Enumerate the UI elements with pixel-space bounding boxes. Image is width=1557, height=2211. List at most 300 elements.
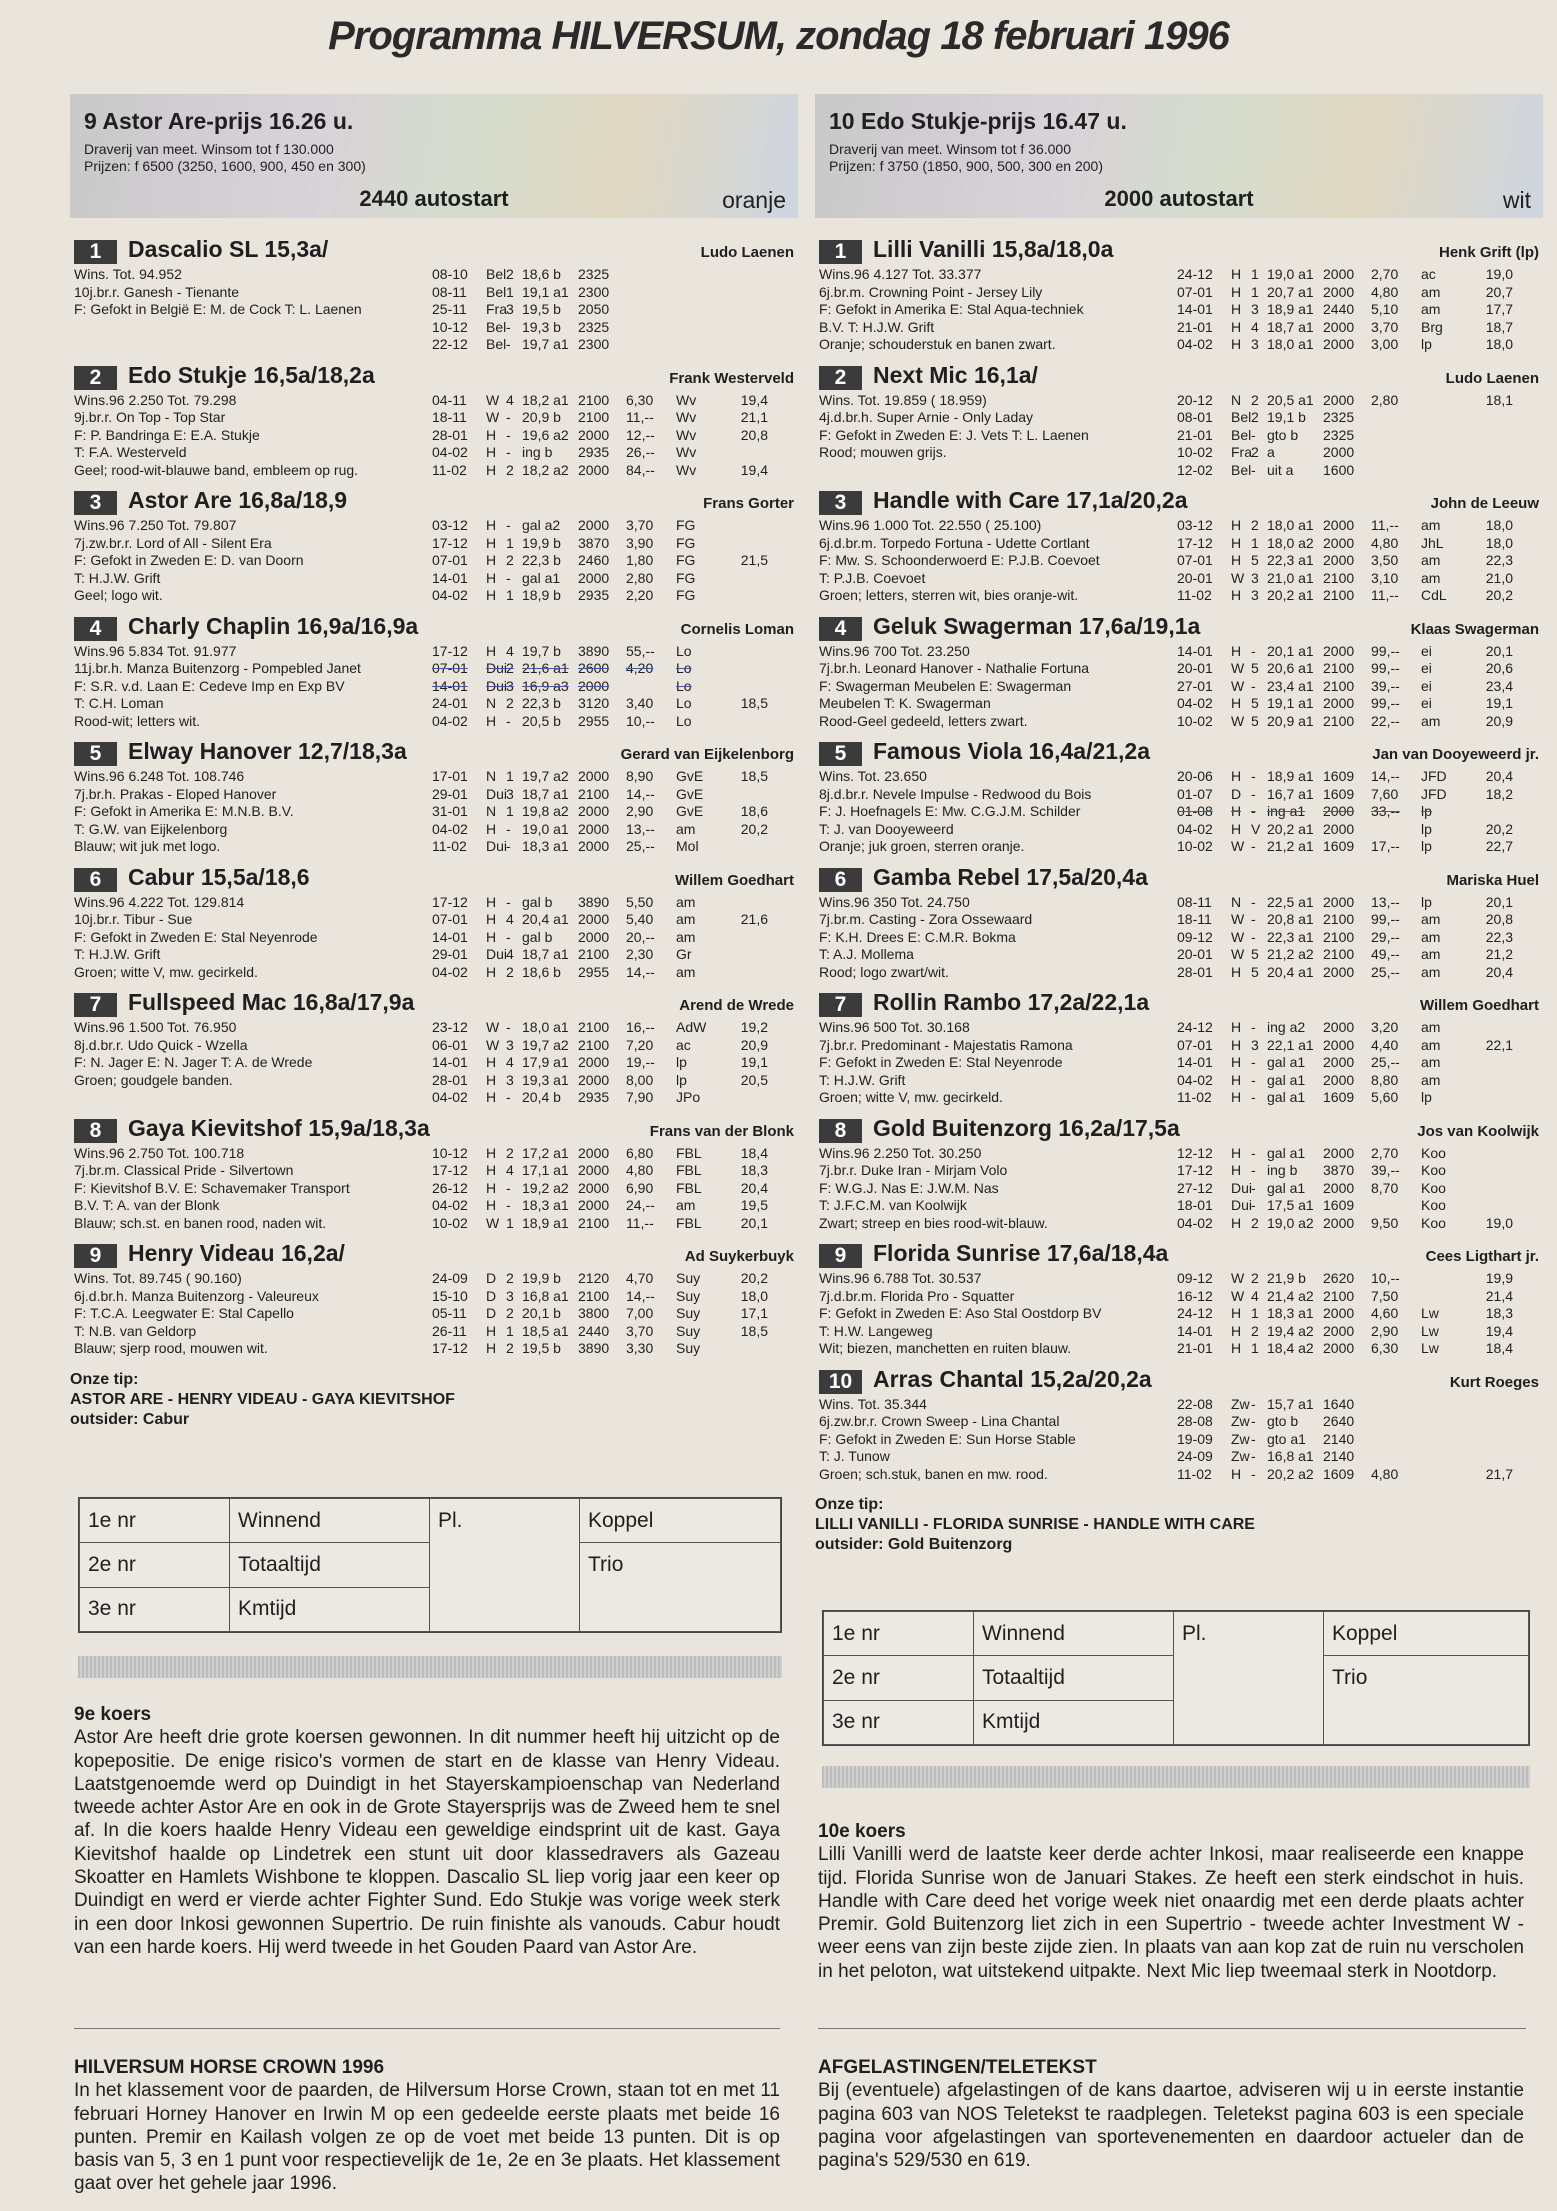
- performance-cell: Bel: [1231, 426, 1252, 443]
- performance-cell: ei: [1421, 642, 1432, 659]
- performance-row: [432, 1340, 768, 1358]
- performance-cell: a: [1267, 444, 1275, 461]
- performance-cell: [676, 336, 728, 354]
- performance-cell: [1473, 1448, 1513, 1466]
- performance-cell: gal b: [522, 893, 553, 910]
- bet-place[interactable]: Pl.: [1174, 1612, 1324, 1745]
- horse-info: [819, 392, 1179, 480]
- bet-totaaltijd[interactable]: Totaaltijd: [974, 1656, 1174, 1700]
- performance-cell: 20,5 b: [522, 712, 561, 729]
- article-9e-koers: [74, 1703, 780, 1959]
- horse-info-line: Geel; rood-wit-blauwe band, embleem op rug.: [74, 461, 359, 478]
- performance-cell: [1473, 1431, 1513, 1449]
- performance-cell: gto b: [1267, 426, 1299, 443]
- performance-cell: 5: [1251, 946, 1259, 963]
- performance-row: [1177, 1270, 1513, 1288]
- bet-trio[interactable]: Trio: [580, 1543, 781, 1632]
- performance-cell: 04-11: [432, 391, 467, 408]
- performance-cell: 2: [1251, 391, 1259, 408]
- performance-table: [1177, 392, 1513, 480]
- horse-entry: [815, 734, 1543, 860]
- performance-cell: -: [506, 712, 511, 729]
- bet-place[interactable]: Pl.: [430, 1499, 580, 1632]
- performance-cell: 2: [506, 1270, 514, 1286]
- performance-cell: 3870: [1323, 1162, 1355, 1179]
- performance-row: [432, 1197, 768, 1215]
- performance-cell: -: [1251, 893, 1256, 910]
- bet-kmtijd[interactable]: Kmtijd: [974, 1700, 1174, 1744]
- performance-cell: H: [1231, 820, 1242, 837]
- horse-info-line: F: Gefokt in Zweden E: Stal Neyenrode: [819, 1054, 1063, 1071]
- performance-cell: 20,9 b: [522, 409, 561, 426]
- performance-cell: 2: [1251, 1322, 1259, 1339]
- performance-cell: 1: [506, 768, 514, 784]
- horse-info-line: F: P. Bandringa E: E.A. Stukje: [74, 426, 260, 443]
- article-body: Lilli Vanilli werd de laatste keer derde achter Inkosi, maar realiseerde een knappe tijd. Florida Sunrise won de Januari Stakes. Ze heeft een sterk eindschot in huis. Handle with Care deed het vorige week niet onaardig met een derde plaats achter Premir. Gold Buitenzorg liet zich in een Supertrio - tweede achter Investment W - weer eens van zijn beste zijde zien. In plaats van aan kop zat de ruin nu verscholen in het peloton, wat uitstekend uitpakte. Next Mic liep tweemaal sterk in Nootdorp.: [818, 1844, 1524, 1982]
- bet-trio[interactable]: Trio: [1324, 1656, 1529, 1745]
- performance-cell: 2100: [578, 946, 610, 963]
- performance-cell: gal a1: [1267, 1179, 1306, 1196]
- performance-cell: 17,7: [1485, 301, 1513, 318]
- performance-cell: 4: [1251, 1287, 1259, 1304]
- performance-cell: -: [506, 1179, 511, 1196]
- performance-cell: H: [1231, 266, 1242, 282]
- performance-cell: [626, 678, 676, 696]
- horse-entry: [815, 609, 1543, 735]
- driver-name: Cornelis Loman: [680, 620, 794, 638]
- performance-row: [1177, 1413, 1513, 1431]
- performance-cell: 21-01: [1177, 426, 1213, 443]
- performance-cell: 6,30: [626, 391, 654, 408]
- race-color: wit: [1502, 187, 1531, 213]
- performance-row: [432, 427, 768, 445]
- performance-cell: [728, 660, 768, 678]
- performance-cell: 08-11: [432, 283, 467, 300]
- performance-cell: 2300: [578, 336, 610, 353]
- performance-cell: 2,80: [1371, 391, 1399, 408]
- race-9-column: [70, 94, 798, 1430]
- performance-cell: -: [506, 1019, 511, 1035]
- bet-third-nr[interactable]: 3e nr: [824, 1700, 974, 1744]
- bet-koppel[interactable]: Koppel: [1324, 1612, 1529, 1656]
- tip-block: [70, 1370, 798, 1430]
- performance-cell: 20,5: [740, 1071, 768, 1088]
- performance-cell: Suy: [676, 1305, 701, 1322]
- performance-cell: 20,1 b: [522, 1305, 561, 1322]
- performance-cell: D: [1231, 785, 1242, 802]
- performance-cell: 2: [506, 1144, 514, 1161]
- horse-info-line: Wins.96 350 Tot. 24.750: [819, 893, 970, 910]
- performance-cell: 2000: [578, 426, 610, 443]
- horse-info-line: Rood-wit; letters wit.: [74, 712, 201, 729]
- performance-cell: H: [1231, 552, 1242, 569]
- performance-cell: am: [1421, 1019, 1441, 1035]
- horse-info: [74, 392, 434, 480]
- performance-row: [1177, 695, 1513, 713]
- performance-cell: [1421, 1466, 1473, 1484]
- performance-row: [1177, 301, 1513, 319]
- performance-cell: 18,3: [1485, 1305, 1513, 1322]
- performance-row: [1177, 1340, 1513, 1358]
- performance-cell: 20-01: [1177, 946, 1213, 963]
- horse-info-line: 4j.d.br.h. Super Arnie - Only Laday: [819, 409, 1034, 426]
- performance-cell: 21-01: [1177, 1340, 1213, 1357]
- performance-cell: 1: [506, 1214, 514, 1231]
- performance-cell: 2,70: [1371, 1144, 1399, 1161]
- driver-name: Klaas Swagerman: [1410, 620, 1539, 638]
- performance-cell: 3,50: [1371, 552, 1399, 569]
- performance-cell: 04-02: [432, 1089, 468, 1106]
- performance-table: [1177, 517, 1513, 605]
- performance-cell: 03-12: [1177, 517, 1213, 533]
- performance-cell: 07-01: [432, 660, 468, 677]
- performance-cell: [728, 1340, 768, 1358]
- bet-kmtijd[interactable]: Kmtijd: [230, 1587, 430, 1631]
- performance-cell: 2440: [1323, 301, 1355, 318]
- performance-cell: 06-01: [432, 1036, 468, 1053]
- horse-name: Famous Viola 16,4a/21,2a: [873, 738, 1151, 764]
- performance-table: [432, 643, 768, 731]
- horse-info-line: Wit; biezen, manchetten en ruiten blauw.: [819, 1340, 1072, 1357]
- performance-cell: 2000: [1323, 1036, 1355, 1053]
- performance-row: [432, 894, 768, 912]
- performance-cell: H: [486, 444, 497, 461]
- driver-name: Willem Goedhart: [1419, 997, 1539, 1014]
- performance-cell: 2000: [578, 1054, 610, 1071]
- performance-cell: 3,20: [1371, 1019, 1399, 1035]
- performance-cell: [1371, 1413, 1421, 1431]
- bet-first-nr[interactable]: 1e nr: [80, 1499, 230, 1543]
- performance-cell: 12-02: [1177, 461, 1213, 478]
- horse-info-line: Meubelen T: K. Swagerman: [819, 695, 991, 712]
- performance-cell: [1421, 392, 1473, 410]
- performance-cell: -: [1251, 1089, 1256, 1106]
- performance-cell: 19,6 a2: [522, 426, 569, 443]
- performance-cell: 20,7 a1: [1267, 283, 1314, 300]
- horse-info-line: F: Gefokt in Zweden E: Stal Neyenrode: [74, 928, 318, 945]
- performance-cell: 24-12: [1177, 1019, 1213, 1035]
- performance-cell: Lo: [676, 677, 692, 694]
- bet-winnend[interactable]: Winnend: [974, 1612, 1174, 1656]
- performance-cell: 20,2 a2: [1267, 1465, 1314, 1482]
- horse-info-line: Groen; sch.stuk, banen en mw. rood.: [819, 1465, 1048, 1482]
- performance-cell: Lo: [676, 695, 692, 712]
- performance-cell: 19,2 a2: [522, 1179, 569, 1196]
- performance-cell: 20-01: [1177, 569, 1213, 586]
- performance-cell: 3890: [578, 1340, 610, 1357]
- performance-cell: 3: [506, 1071, 514, 1088]
- performance-row: [1177, 946, 1513, 964]
- performance-cell: 18,6: [740, 803, 768, 820]
- performance-cell: 5: [1251, 552, 1259, 569]
- tip-block: [815, 1495, 1543, 1555]
- performance-cell: V: [1251, 820, 1261, 837]
- performance-cell: am: [676, 911, 696, 928]
- performance-cell: [1421, 462, 1473, 480]
- horse-info-line: F: Gefokt in België E: M. de Cock T: L. Laenen: [74, 301, 362, 318]
- performance-cell: 08-11: [1177, 893, 1212, 910]
- performance-cell: 3120: [578, 695, 610, 712]
- performance-cell: gto a1: [1267, 1430, 1306, 1447]
- performance-cell: Mol: [676, 838, 699, 855]
- performance-cell: 3,90: [626, 534, 654, 551]
- performance-cell: 2,90: [626, 803, 654, 820]
- performance-cell: 28-01: [1177, 963, 1213, 980]
- bet-totaaltijd[interactable]: Totaaltijd: [230, 1543, 430, 1587]
- performance-cell: 12-12: [1177, 1144, 1213, 1161]
- performance-cell: Zw: [1231, 1395, 1250, 1412]
- performance-cell: H: [486, 1144, 497, 1161]
- performance-row: [1177, 1089, 1513, 1107]
- performance-table: [432, 266, 768, 354]
- performance-cell: H: [486, 712, 497, 729]
- performance-cell: W: [1231, 838, 1245, 855]
- performance-cell: 4: [506, 911, 514, 928]
- performance-cell: 7,20: [626, 1036, 654, 1053]
- performance-cell: 21,9 b: [1267, 1270, 1306, 1286]
- performance-cell: 2: [1251, 1214, 1259, 1231]
- race-distance: 2440 autostart: [359, 186, 509, 211]
- performance-cell: 2140: [1323, 1448, 1355, 1465]
- performance-table: [432, 768, 768, 856]
- performance-cell: gal a1: [522, 569, 561, 586]
- driver-name: John de Leeuw: [1430, 495, 1539, 512]
- performance-cell: 17-12: [1177, 534, 1213, 551]
- performance-cell: 2: [506, 1305, 514, 1322]
- performance-row: [432, 929, 768, 947]
- performance-cell: 19,5 b: [522, 301, 561, 318]
- performance-cell: 20,4: [1485, 963, 1513, 980]
- horse-info: [74, 1019, 434, 1107]
- performance-cell: W: [1231, 1270, 1245, 1286]
- performance-cell: H: [1231, 1054, 1242, 1071]
- performance-cell: ing a1: [1267, 803, 1306, 820]
- horse-info: [819, 1019, 1179, 1107]
- performance-cell: Dui: [486, 660, 508, 677]
- performance-row: [1177, 427, 1513, 445]
- performance-cell: [626, 284, 676, 302]
- performance-cell: 11-02: [432, 838, 467, 855]
- performance-cell: Bel: [486, 336, 507, 353]
- performance-cell: 2460: [578, 552, 610, 569]
- article-afgelastingen: [818, 2056, 1524, 2172]
- performance-table: [432, 1145, 768, 1233]
- performance-cell: 5,60: [1371, 1089, 1399, 1106]
- performance-cell: 3,00: [1371, 336, 1399, 353]
- performance-row: [1177, 1037, 1513, 1055]
- performance-cell: FG: [676, 552, 696, 569]
- performance-cell: 39,--: [1371, 677, 1400, 694]
- performance-row: [1177, 1215, 1513, 1233]
- horse-info-line: 7j.br.m. Casting - Zora Ossewaard: [819, 911, 1033, 928]
- performance-cell: 16,9 a3: [522, 677, 569, 694]
- performance-cell: 4,80: [1371, 1465, 1399, 1482]
- performance-cell: 3890: [578, 642, 610, 659]
- performance-cell: 1600: [1323, 461, 1355, 478]
- performance-cell: lp: [1421, 893, 1432, 910]
- performance-cell: [1371, 444, 1421, 462]
- performance-cell: 3: [1251, 1036, 1259, 1053]
- performance-cell: 2000: [578, 911, 610, 928]
- start-number-badge: 8: [819, 1119, 862, 1143]
- horse-info-line: T: J.F.C.M. van Koolwijk: [819, 1197, 967, 1214]
- bet-second-nr[interactable]: 2e nr: [824, 1656, 974, 1700]
- horse-info-line: F: Gefokt in Zweden E: D. van Doorn: [74, 552, 304, 569]
- performance-cell: 13,--: [626, 820, 655, 837]
- performance-cell: 29,--: [1371, 928, 1400, 945]
- performance-cell: 17-12: [432, 1340, 468, 1357]
- horse-info: [74, 1145, 434, 1233]
- performance-row: [1177, 1431, 1513, 1449]
- performance-cell: 2: [506, 963, 514, 980]
- bet-third-nr[interactable]: 3e nr: [80, 1587, 230, 1631]
- performance-cell: 2,70: [1371, 266, 1399, 282]
- driver-name: Jan van Dooyeweerd jr.: [1372, 746, 1539, 763]
- performance-cell: [1421, 1396, 1473, 1414]
- performance-cell: 49,--: [1371, 946, 1400, 963]
- performance-table: [1177, 768, 1513, 856]
- race-color: oranje: [722, 187, 786, 213]
- performance-cell: 16,7 a1: [1267, 785, 1314, 802]
- performance-cell: -: [506, 336, 511, 353]
- performance-cell: -: [506, 928, 511, 945]
- performance-cell: Fra: [1231, 444, 1252, 461]
- performance-cell: 2000: [1323, 1214, 1355, 1231]
- performance-row: [1177, 284, 1513, 302]
- performance-cell: Dui: [1231, 1197, 1253, 1214]
- performance-cell: 18,4: [740, 1144, 768, 1161]
- performance-cell: 10-12: [432, 318, 468, 335]
- horse-info-line: 8j.d.br.r. Nevele Impulse - Redwood du Bois: [819, 785, 1092, 802]
- bet-second-nr[interactable]: 2e nr: [80, 1543, 230, 1587]
- performance-row: [1177, 1072, 1513, 1090]
- horse-info-line: Blauw; sch.st. en banen rood, naden wit.: [74, 1214, 327, 1231]
- performance-cell: 18,6 b: [522, 266, 561, 282]
- horse-name: Rollin Rambo 17,2a/22,1a: [873, 989, 1150, 1015]
- performance-cell: [1421, 1288, 1473, 1306]
- performance-cell: 1,80: [626, 552, 654, 569]
- performance-cell: GvE: [676, 768, 704, 784]
- performance-cell: 18,5: [740, 768, 768, 784]
- performance-cell: H: [1231, 803, 1242, 820]
- horse-info-line: Zwart; streep en bies rood-wit-blauw.: [819, 1214, 1048, 1231]
- horse-info: [74, 894, 434, 982]
- horse-entry: [70, 609, 798, 735]
- horse-info-line: F: Gefokt in Zweden E: Sun Horse Stable: [819, 1430, 1076, 1447]
- performance-cell: 23,4 a1: [1267, 677, 1314, 694]
- performance-cell: -: [1251, 768, 1256, 784]
- performance-cell: 17-12: [1177, 1162, 1213, 1179]
- performance-cell: 2100: [1323, 928, 1355, 945]
- performance-cell: 2000: [1323, 642, 1355, 659]
- performance-cell: H: [486, 1197, 497, 1214]
- performance-cell: 3,70: [1371, 318, 1399, 335]
- performance-cell: Suy: [676, 1287, 701, 1304]
- article-10e-koers: [818, 1820, 1524, 1983]
- bet-koppel[interactable]: Koppel: [580, 1499, 781, 1543]
- performance-cell: 18,7 a1: [522, 785, 569, 802]
- performance-cell: 2325: [578, 318, 610, 335]
- performance-cell: 2100: [1323, 946, 1355, 963]
- performance-cell: 26,--: [626, 444, 655, 461]
- performance-cell: [676, 284, 728, 302]
- performance-cell: 20,1: [740, 1214, 768, 1231]
- performance-cell: [728, 535, 768, 553]
- divider-bar: [822, 1766, 1530, 1788]
- performance-cell: 2000: [578, 928, 610, 945]
- performance-cell: 20,2 a1: [1267, 820, 1314, 837]
- performance-cell: 18-11: [432, 409, 467, 426]
- performance-cell: 20,9 a1: [1267, 712, 1314, 729]
- bet-first-nr[interactable]: 1e nr: [824, 1612, 974, 1656]
- performance-cell: [728, 1089, 768, 1107]
- performance-cell: 24-09: [432, 1270, 468, 1286]
- driver-name: Ad Suykerbuyk: [684, 1248, 794, 1265]
- performance-cell: 17,1 a1: [522, 1162, 569, 1179]
- performance-cell: H: [1231, 336, 1242, 353]
- horse-info-line: [74, 319, 434, 337]
- bet-winnend[interactable]: Winnend: [230, 1499, 430, 1543]
- performance-cell: 2100: [578, 409, 610, 426]
- performance-table: [432, 1270, 768, 1358]
- performance-cell: -: [1251, 1395, 1256, 1412]
- performance-cell: -: [506, 838, 511, 855]
- performance-cell: H: [1231, 1305, 1242, 1322]
- performance-cell: H: [486, 552, 497, 569]
- performance-cell: 3,70: [626, 1322, 654, 1339]
- performance-cell: H: [486, 1071, 497, 1088]
- performance-cell: 2050: [578, 301, 610, 318]
- performance-cell: 2000: [1323, 1071, 1355, 1088]
- performance-cell: 5,40: [626, 911, 654, 928]
- performance-cell: 18,3 a1: [522, 838, 569, 855]
- performance-cell: am: [1421, 712, 1441, 729]
- performance-cell: 2000: [1323, 552, 1355, 569]
- performance-cell: 2100: [1323, 677, 1355, 694]
- performance-cell: 3: [1251, 301, 1259, 318]
- performance-cell: Zw: [1231, 1430, 1250, 1447]
- performance-cell: 2100: [578, 1214, 610, 1231]
- performance-row: [432, 1072, 768, 1090]
- performance-cell: Koo: [1421, 1179, 1446, 1196]
- performance-cell: 2325: [578, 266, 610, 282]
- performance-row: [1177, 409, 1513, 427]
- performance-cell: 20,8 a1: [1267, 911, 1314, 928]
- performance-cell: 3,10: [1371, 569, 1399, 586]
- performance-cell: 18,4 a2: [1267, 1340, 1314, 1357]
- performance-cell: Zw: [1231, 1448, 1250, 1465]
- horse-info-line: Groen; goudgele banden.: [74, 1071, 233, 1088]
- horse-name: Gaya Kievitshof 15,9a/18,3a: [128, 1114, 430, 1141]
- performance-row: [432, 1019, 768, 1037]
- horse-info: [819, 1396, 1179, 1484]
- performance-cell: 2,20: [626, 587, 654, 604]
- horse-name: Charly Chaplin 16,9a/16,9a: [128, 612, 419, 639]
- performance-cell: ac: [1421, 266, 1436, 282]
- performance-cell: [1473, 409, 1513, 427]
- performance-cell: Lo: [676, 712, 692, 729]
- start-number-badge: 2: [819, 366, 862, 390]
- performance-cell: 18,7 a1: [522, 946, 569, 963]
- race-header: [815, 94, 1543, 218]
- performance-cell: [728, 444, 768, 462]
- performance-cell: [728, 838, 768, 856]
- start-number-badge: 9: [74, 1244, 117, 1268]
- divider-bar: [78, 1656, 782, 1678]
- performance-cell: 1: [506, 1322, 514, 1339]
- performance-cell: -: [506, 444, 511, 461]
- performance-cell: 99,--: [1371, 660, 1400, 677]
